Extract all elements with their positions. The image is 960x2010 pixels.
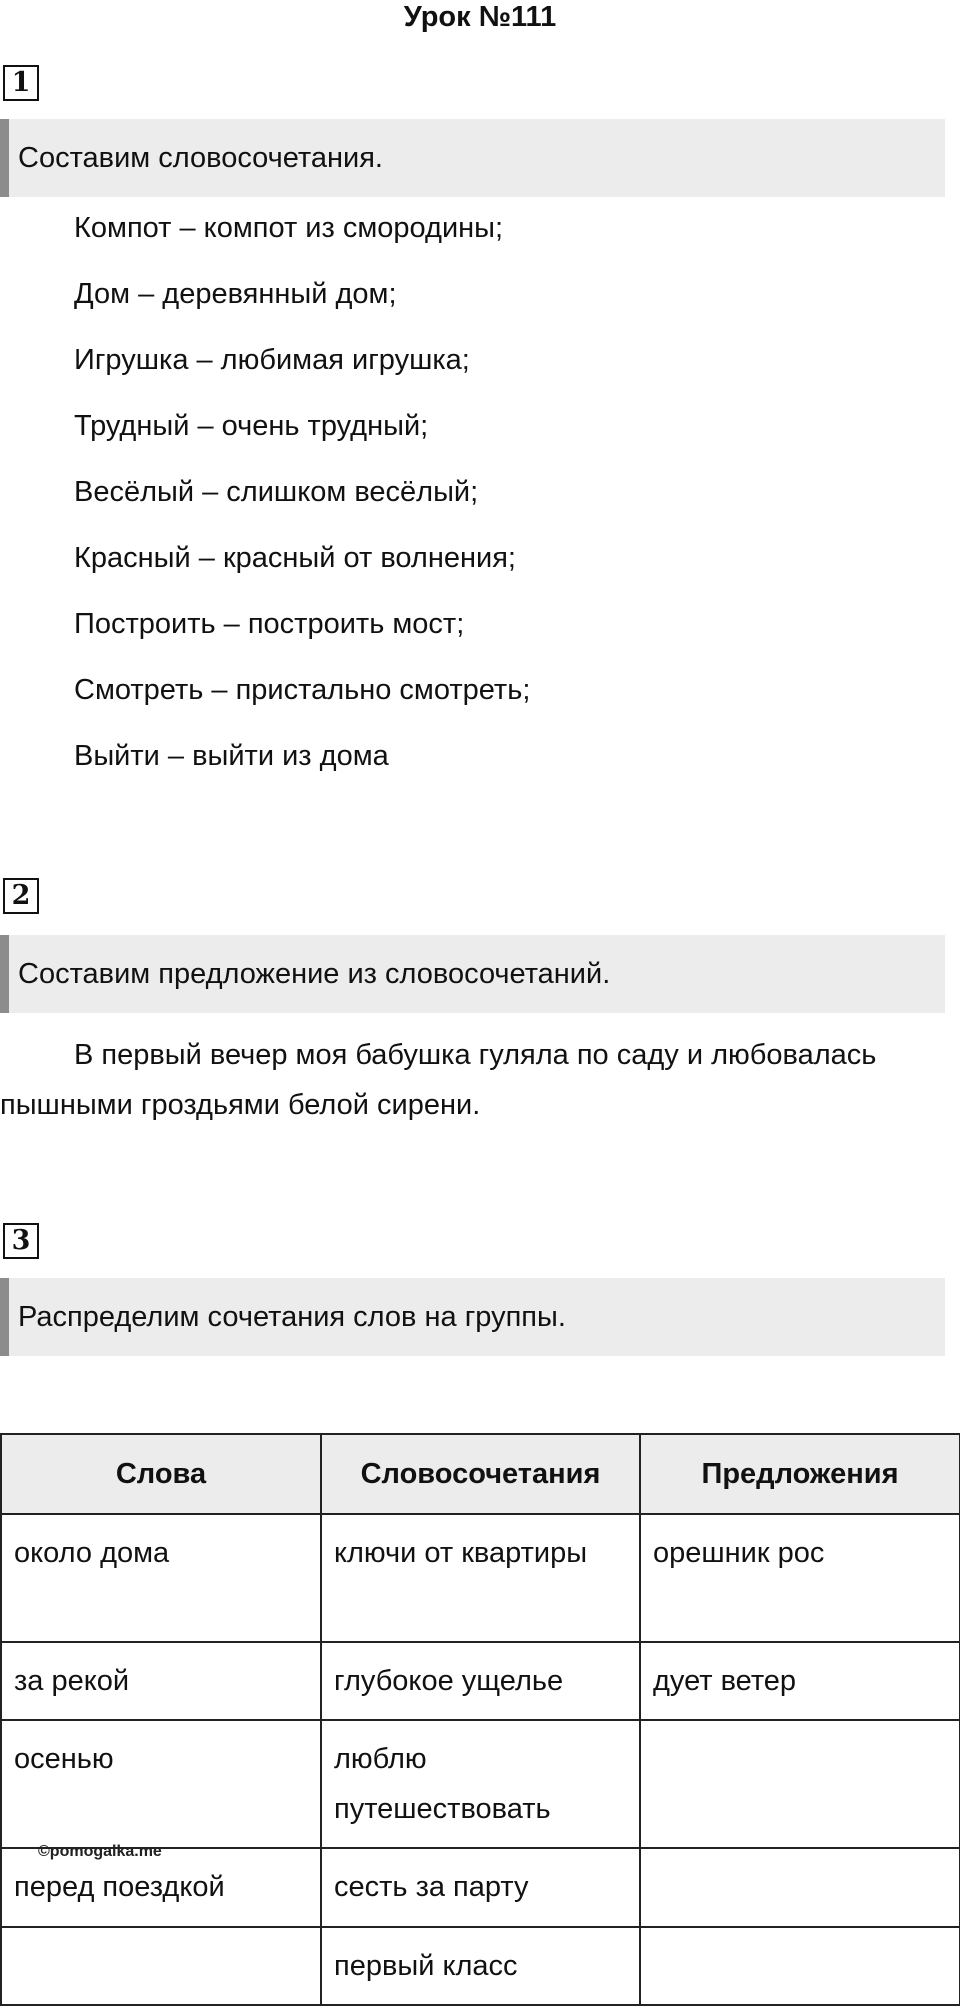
table-cell <box>640 1720 960 1848</box>
table-row <box>1 1720 960 1848</box>
table-cell: около дома <box>1 1514 321 1642</box>
table-cell <box>640 1848 960 1927</box>
task-instruction-2: Составим предложение из словосочетаний. <box>0 935 945 1013</box>
task-number-3: 3 <box>3 1223 39 1259</box>
groups-table <box>0 1433 960 2006</box>
page-title: Урок №111 <box>403 1 557 33</box>
table-cell <box>1 1927 321 2005</box>
list-item: Компот – компот из смородины; <box>74 212 504 244</box>
word-combinations-list <box>74 210 530 804</box>
list-item: Построить – построить мост; <box>74 608 465 640</box>
table-header-row <box>1 1434 960 1514</box>
column-header-phrases: Словосочетания <box>321 1434 640 1514</box>
table-cell: осенью <box>1 1720 321 1848</box>
column-header-sentences: Предложения <box>640 1434 960 1514</box>
list-item: Трудный – очень трудный; <box>74 410 429 442</box>
table-row <box>1 1927 960 2005</box>
watermark: ©pomogalka.me <box>38 1843 162 1860</box>
table-cell: люблю путешествовать <box>321 1720 640 1848</box>
task-instruction-3: Распределим сочетания слов на группы. <box>0 1278 945 1356</box>
table-cell: глубокое ущелье <box>321 1642 640 1720</box>
table-cell: дует ветер <box>640 1642 960 1720</box>
column-header-words: Слова <box>1 1434 321 1514</box>
table-cell: ключи от квартиры <box>321 1514 640 1642</box>
list-item: Красный – красный от волнения; <box>74 542 516 574</box>
list-item: Весёлый – слишком весёлый; <box>74 476 479 508</box>
list-item: Дом – деревянный дом; <box>74 278 397 310</box>
list-item: Игрушка – любимая игрушка; <box>74 344 470 376</box>
table-cell: сесть за парту <box>321 1848 640 1927</box>
table-cell: первый класс <box>321 1927 640 2005</box>
table-cell: за рекой <box>1 1642 321 1720</box>
task-number-1: 1 <box>3 65 39 101</box>
list-item: Смотреть – пристально смотреть; <box>74 674 531 706</box>
table-row <box>1 1642 960 1720</box>
table-cell <box>640 1927 960 2005</box>
table-row <box>1 1514 960 1642</box>
list-item: Выйти – выйти из дома <box>74 740 389 772</box>
task-instruction-1: Составим словосочетания. <box>0 119 945 197</box>
task-number-2: 2 <box>3 878 39 914</box>
answer-sentence: В первый вечер моя бабушка гуляла по саду и любовалась пышными гроздьями белой сирени. <box>0 1039 877 1121</box>
table-cell: орешник рос <box>640 1514 960 1642</box>
table-cell: перед поездкой <box>1 1848 321 1927</box>
